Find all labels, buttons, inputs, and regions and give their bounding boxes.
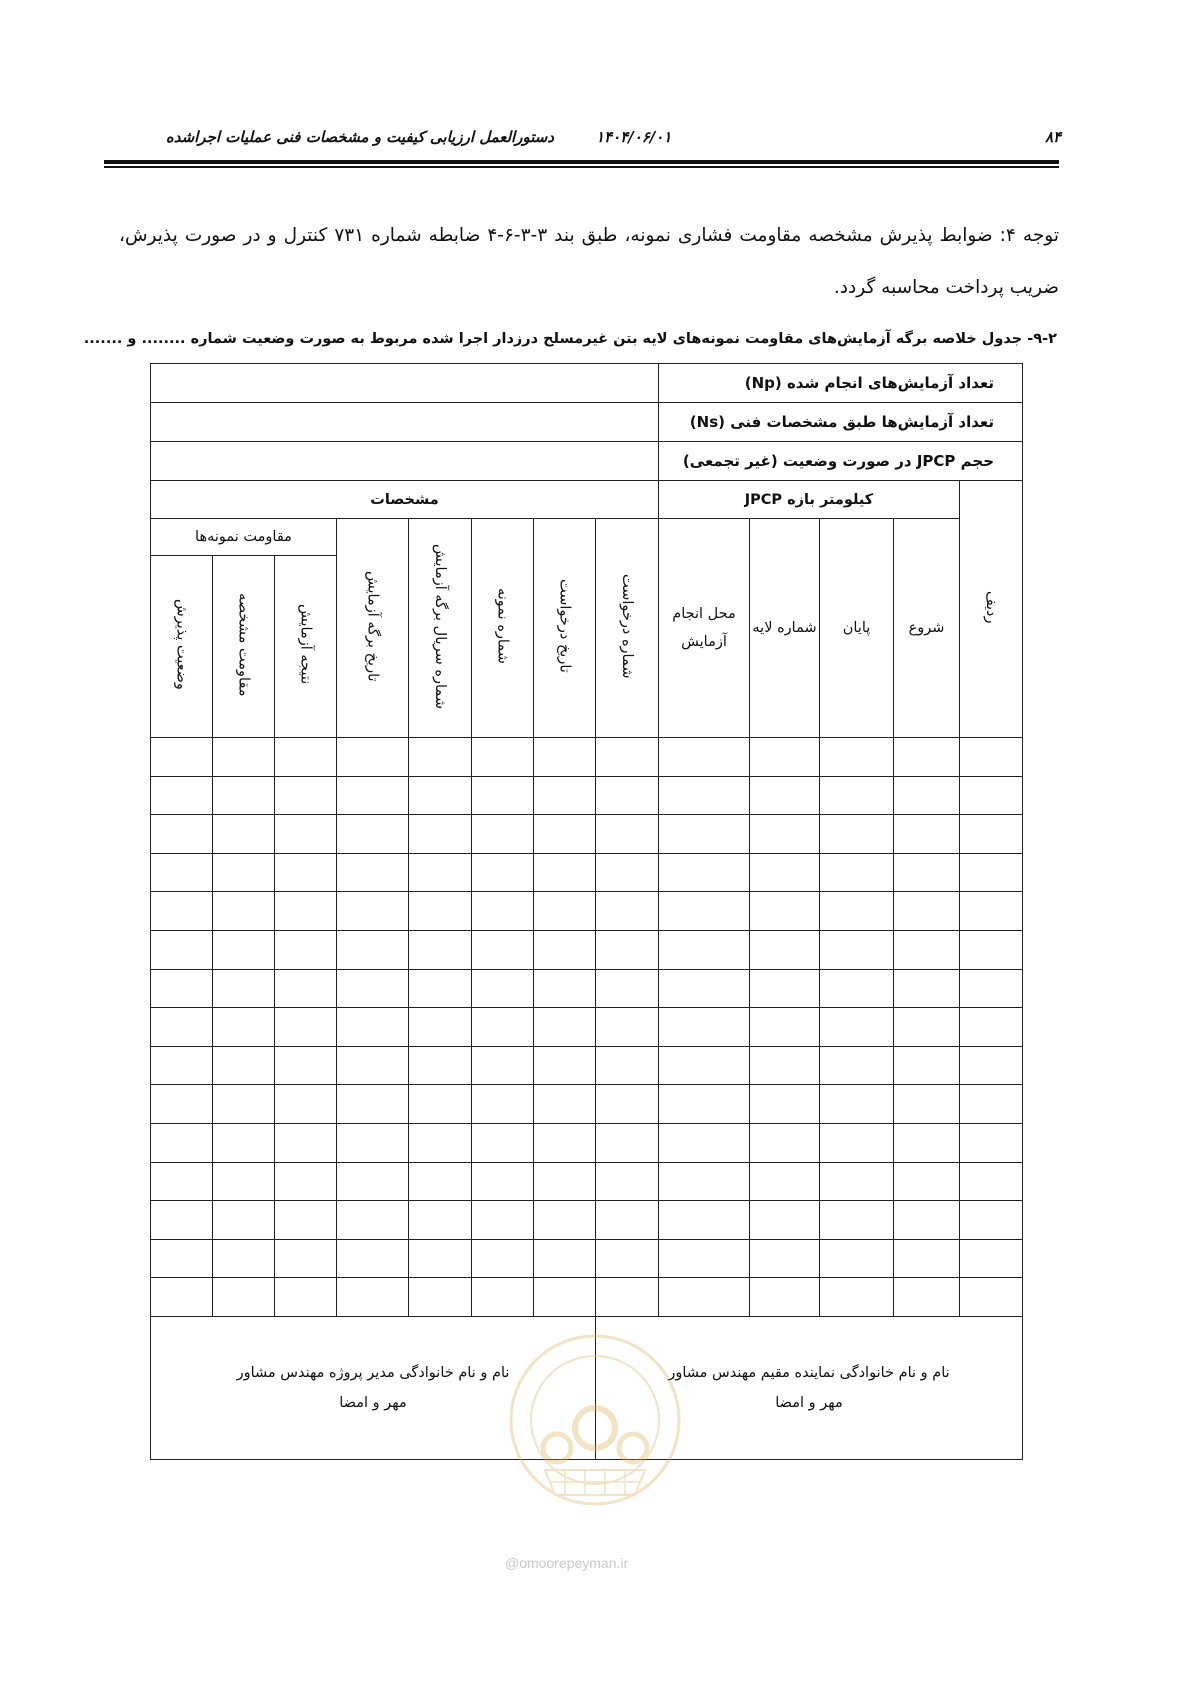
table-cell[interactable] [534,1008,596,1047]
table-cell[interactable] [750,1278,820,1317]
table-cell[interactable] [409,930,472,969]
table-cell[interactable] [534,815,596,854]
table-cell[interactable] [213,1239,275,1278]
table-cell[interactable] [151,1046,213,1085]
table-cell[interactable] [409,815,472,854]
table-cell[interactable] [820,738,894,777]
table-row [151,1085,1023,1124]
table-cell[interactable] [472,1123,534,1162]
table-cell[interactable] [275,1085,337,1124]
table-cell[interactable] [337,1046,409,1085]
table-row [151,930,1023,969]
table-cell[interactable] [151,1239,213,1278]
table-cell[interactable] [337,1008,409,1047]
table-cell[interactable] [472,969,534,1008]
table-cell[interactable] [275,738,337,777]
table-cell[interactable] [472,738,534,777]
table-cell[interactable] [337,1239,409,1278]
table-cell[interactable] [894,930,960,969]
group-header-row [151,481,1023,519]
summary-value-volume[interactable] [151,442,659,481]
table-cell[interactable] [534,1085,596,1124]
table-cell[interactable] [659,1046,750,1085]
summary-label-tests-done: تعداد آزمایش‌های انجام شده (Np) [659,364,1023,403]
table-cell[interactable] [820,1162,894,1201]
table-cell[interactable] [894,1123,960,1162]
table-cell[interactable] [659,776,750,815]
table-cell[interactable] [820,1201,894,1240]
table-cell[interactable] [820,1123,894,1162]
table-cell[interactable] [337,1201,409,1240]
col-header-sample-number: شماره نمونه [472,519,534,738]
summary-value-tests-spec[interactable] [151,403,659,442]
table-cell[interactable] [894,776,960,815]
table-cell[interactable] [596,1008,659,1047]
table-row [151,776,1023,815]
table-cell[interactable] [750,1239,820,1278]
table-cell[interactable] [337,1085,409,1124]
table-cell[interactable] [894,1201,960,1240]
table-cell[interactable] [151,1008,213,1047]
table-cell[interactable] [213,1046,275,1085]
table-cell[interactable] [275,776,337,815]
col-header-end: پایان [820,519,894,738]
table-cell[interactable] [820,853,894,892]
table-cell[interactable] [820,930,894,969]
header-date: ۱۴۰۴/۰۶/۰۱ [596,128,672,146]
table-cell[interactable] [596,1123,659,1162]
subgroup-header-row [151,519,1023,556]
header-title: دستورالعمل ارزیابی کیفیت و مشخصات فنی عملیات اجراشده [165,128,554,146]
summary-label-volume: حجم JPCP در صورت وضعیت (غیر تجمعی) [659,442,1023,481]
table-cell[interactable] [960,1085,1023,1124]
table-cell[interactable] [409,853,472,892]
table-cell[interactable] [275,969,337,1008]
col-header-test-sheet-serial: شماره سریال برگه آزمایش [409,519,472,738]
table-cell[interactable] [472,892,534,931]
table-cell[interactable] [596,815,659,854]
table-row [151,1201,1023,1240]
table-cell[interactable] [960,1046,1023,1085]
table-row [151,853,1023,892]
table-cell[interactable] [337,738,409,777]
table-cell[interactable] [960,815,1023,854]
table-row [151,1046,1023,1085]
table-cell[interactable] [750,738,820,777]
table-caption: ۹-۲- جدول خلاصه برگه آزمایش‌های مقاومت نمونه‌های لایه بتن غیرمسلح درزدار اجرا شده مربوط به صورت وضعیت شماره ........ و ....... [83,331,1057,347]
table-cell[interactable] [960,930,1023,969]
table-cell[interactable] [820,1085,894,1124]
table-cell[interactable] [213,1201,275,1240]
table-cell[interactable] [151,738,213,777]
summary-row-tests-spec [151,403,1023,442]
table-cell[interactable] [894,969,960,1008]
col-header-layer-number: شماره لایه [750,519,820,738]
table-cell[interactable] [337,1278,409,1317]
table-cell[interactable] [894,1278,960,1317]
table-cell[interactable] [472,776,534,815]
table-cell[interactable] [275,1239,337,1278]
watermark-url: @omoorepeyman.ir [505,1555,629,1571]
table-cell[interactable] [275,1008,337,1047]
table-cell[interactable] [213,1008,275,1047]
table-cell[interactable] [750,930,820,969]
table-cell[interactable] [894,1085,960,1124]
table-cell[interactable] [409,1201,472,1240]
table-row [151,1278,1023,1317]
table-cell[interactable] [472,1046,534,1085]
table-cell[interactable] [534,776,596,815]
summary-value-tests-done[interactable] [151,364,659,403]
table-cell[interactable] [337,853,409,892]
col-header-row-number: ردیف [960,481,1023,738]
table-cell[interactable] [894,815,960,854]
table-row [151,815,1023,854]
table-cell[interactable] [820,1239,894,1278]
table-cell[interactable] [894,1162,960,1201]
table-cell[interactable] [213,1085,275,1124]
table-cell[interactable] [275,853,337,892]
table-cell[interactable] [409,1008,472,1047]
table-cell[interactable] [659,1008,750,1047]
table-cell[interactable] [750,853,820,892]
summary-row-volume [151,442,1023,481]
table-cell[interactable] [960,969,1023,1008]
table-cell[interactable] [659,1123,750,1162]
table-cell[interactable] [596,1162,659,1201]
table-cell[interactable] [275,815,337,854]
table-cell[interactable] [275,1162,337,1201]
signature-project-manager-name: نام و نام خانوادگی مدیر پروژه مهندس مشاور [236,1364,510,1381]
table-cell[interactable] [596,853,659,892]
table-cell[interactable] [894,892,960,931]
table-cell[interactable] [472,815,534,854]
col-header-test-location: محل انجام آزمایش [659,519,750,738]
table-cell[interactable] [960,1239,1023,1278]
table-cell[interactable] [659,1201,750,1240]
table-cell[interactable] [750,1162,820,1201]
table-cell[interactable] [750,1008,820,1047]
table-cell[interactable] [337,892,409,931]
table-cell[interactable] [409,1162,472,1201]
table-cell[interactable] [750,1201,820,1240]
table-cell[interactable] [534,1201,596,1240]
table-cell[interactable] [151,930,213,969]
table-cell[interactable] [213,930,275,969]
table-cell[interactable] [596,738,659,777]
table-cell[interactable] [960,1278,1023,1317]
table-cell[interactable] [534,1239,596,1278]
table-cell[interactable] [213,815,275,854]
table-cell[interactable] [960,892,1023,931]
table-cell[interactable] [534,1046,596,1085]
table-cell[interactable] [534,969,596,1008]
table-cell[interactable] [894,738,960,777]
table-cell[interactable] [659,892,750,931]
table-cell[interactable] [409,969,472,1008]
table-cell[interactable] [337,930,409,969]
table-row [151,1239,1023,1278]
table-cell[interactable] [750,1046,820,1085]
table-cell[interactable] [960,776,1023,815]
table-cell[interactable] [534,892,596,931]
table-cell[interactable] [151,1162,213,1201]
table-cell[interactable] [960,853,1023,892]
table-cell[interactable] [960,1008,1023,1047]
table-cell[interactable] [659,1239,750,1278]
table-cell[interactable] [472,930,534,969]
table-cell[interactable] [659,969,750,1008]
table-cell[interactable] [472,1278,534,1317]
table-cell[interactable] [151,892,213,931]
table-cell[interactable] [820,815,894,854]
table-cell[interactable] [151,776,213,815]
group-header-kilometer: کیلومتر بازه JPCP [659,481,960,519]
table-cell[interactable] [820,969,894,1008]
table-cell[interactable] [275,1123,337,1162]
table-cell[interactable] [472,1008,534,1047]
table-cell[interactable] [409,1123,472,1162]
table-cell[interactable] [534,930,596,969]
table-cell[interactable] [534,1123,596,1162]
table-cell[interactable] [409,776,472,815]
table-cell[interactable] [409,892,472,931]
table-cell[interactable] [894,1046,960,1085]
col-header-test-sheet-date: تاریخ برگه آزمایش [337,519,409,738]
table-cell[interactable] [213,1123,275,1162]
table-cell[interactable] [596,892,659,931]
table-cell[interactable] [472,1201,534,1240]
table-cell[interactable] [409,1239,472,1278]
table-cell[interactable] [337,1162,409,1201]
table-cell[interactable] [960,1123,1023,1162]
signature-resident-rep-stamp: مهر و امضا [775,1394,843,1411]
table-cell[interactable] [659,1278,750,1317]
table-cell[interactable] [213,1278,275,1317]
table-cell[interactable] [534,1162,596,1201]
table-cell[interactable] [151,1201,213,1240]
summary-row-tests-done [151,364,1023,403]
table-cell[interactable] [596,1201,659,1240]
table-row [151,1123,1023,1162]
table-cell[interactable] [596,1239,659,1278]
table-cell[interactable] [213,892,275,931]
table-row [151,969,1023,1008]
signature-project-manager-stamp: مهر و امضا [339,1394,407,1411]
table-cell[interactable] [337,815,409,854]
table-cell[interactable] [409,1278,472,1317]
signature-resident-rep-name: نام و نام خانوادگی نماینده مقیم مهندس مشاور [668,1364,950,1381]
header-rule-thick [104,160,1059,164]
table-cell[interactable] [151,969,213,1008]
table-cell[interactable] [596,1085,659,1124]
table-cell[interactable] [596,1046,659,1085]
table-cell[interactable] [659,738,750,777]
col-header-acceptance-status: وضعیت پذیرش [151,556,213,738]
table-cell[interactable] [596,1278,659,1317]
table-cell[interactable] [820,776,894,815]
table-cell[interactable] [151,1278,213,1317]
table-cell[interactable] [213,738,275,777]
table-cell[interactable] [750,815,820,854]
table-row [151,738,1023,777]
table-cell[interactable] [750,1085,820,1124]
col-header-request-date: تاریخ درخواست [534,519,596,738]
table-cell[interactable] [337,776,409,815]
table-cell[interactable] [409,738,472,777]
table-cell[interactable] [960,738,1023,777]
table-cell[interactable] [596,969,659,1008]
table-row [151,1162,1023,1201]
data-rows [151,738,1023,1317]
table-cell[interactable] [151,1123,213,1162]
table-cell[interactable] [275,1278,337,1317]
table-cell[interactable] [750,1123,820,1162]
table-cell[interactable] [659,1162,750,1201]
table-row [151,892,1023,931]
table-cell[interactable] [894,1008,960,1047]
table-cell[interactable] [213,1162,275,1201]
table-cell[interactable] [472,853,534,892]
table-cell[interactable] [409,1046,472,1085]
table-cell[interactable] [820,892,894,931]
table-cell[interactable] [534,853,596,892]
table-cell[interactable] [213,969,275,1008]
table-cell[interactable] [337,969,409,1008]
table-cell[interactable] [960,1162,1023,1201]
table-cell[interactable] [750,892,820,931]
table-cell[interactable] [750,969,820,1008]
table-cell[interactable] [151,1085,213,1124]
group-header-sample-strength: مقاومت نمونه‌ها [151,519,337,556]
col-header-test-result: نتیجه آزمایش [275,556,337,738]
table-cell[interactable] [659,930,750,969]
table-cell[interactable] [820,1046,894,1085]
table-cell[interactable] [409,1085,472,1124]
note-paragraph: توجه ۴: ضوابط پذیرش مشخصه مقاومت فشاری نمونه، طبق بند ۳-۳-۶-۴ ضابطه شماره ۷۳۱ کنترل و در صورت پذیرش، ضریب پرداخت محاسبه گردد. [119,225,1059,298]
table-cell[interactable] [275,1046,337,1085]
col-header-characteristic-strength: مقاومت مشخصه [213,556,275,738]
table-cell[interactable] [596,776,659,815]
col-header-start: شروع [894,519,960,738]
header-rule-thin [104,166,1059,168]
table-row [151,1008,1023,1047]
table-cell[interactable] [596,930,659,969]
summary-table [150,363,1023,1460]
page-number: ۸۴ [1045,128,1062,146]
table-cell[interactable] [337,1123,409,1162]
summary-label-tests-spec: تعداد آزمایش‌ها طبق مشخصات فنی (Ns) [659,403,1023,442]
watermark-logo-icon [505,1330,685,1510]
table-cell[interactable] [894,1239,960,1278]
table-cell[interactable] [534,738,596,777]
table-cell[interactable] [659,815,750,854]
table-cell[interactable] [213,776,275,815]
col-header-request-number: شماره درخواست [596,519,659,738]
table-cell[interactable] [151,815,213,854]
table-cell[interactable] [750,776,820,815]
table-cell[interactable] [472,1085,534,1124]
table-cell[interactable] [472,1239,534,1278]
group-header-specs: مشخصات [151,481,659,519]
table-cell[interactable] [472,1162,534,1201]
table-cell[interactable] [275,930,337,969]
table-cell[interactable] [213,853,275,892]
table-cell[interactable] [820,1278,894,1317]
table-cell[interactable] [534,1278,596,1317]
table-cell[interactable] [820,1008,894,1047]
table-cell[interactable] [151,853,213,892]
table-cell[interactable] [275,892,337,931]
table-cell[interactable] [659,853,750,892]
table-cell[interactable] [659,1085,750,1124]
table-cell[interactable] [275,1201,337,1240]
table-cell[interactable] [960,1201,1023,1240]
table-cell[interactable] [894,853,960,892]
